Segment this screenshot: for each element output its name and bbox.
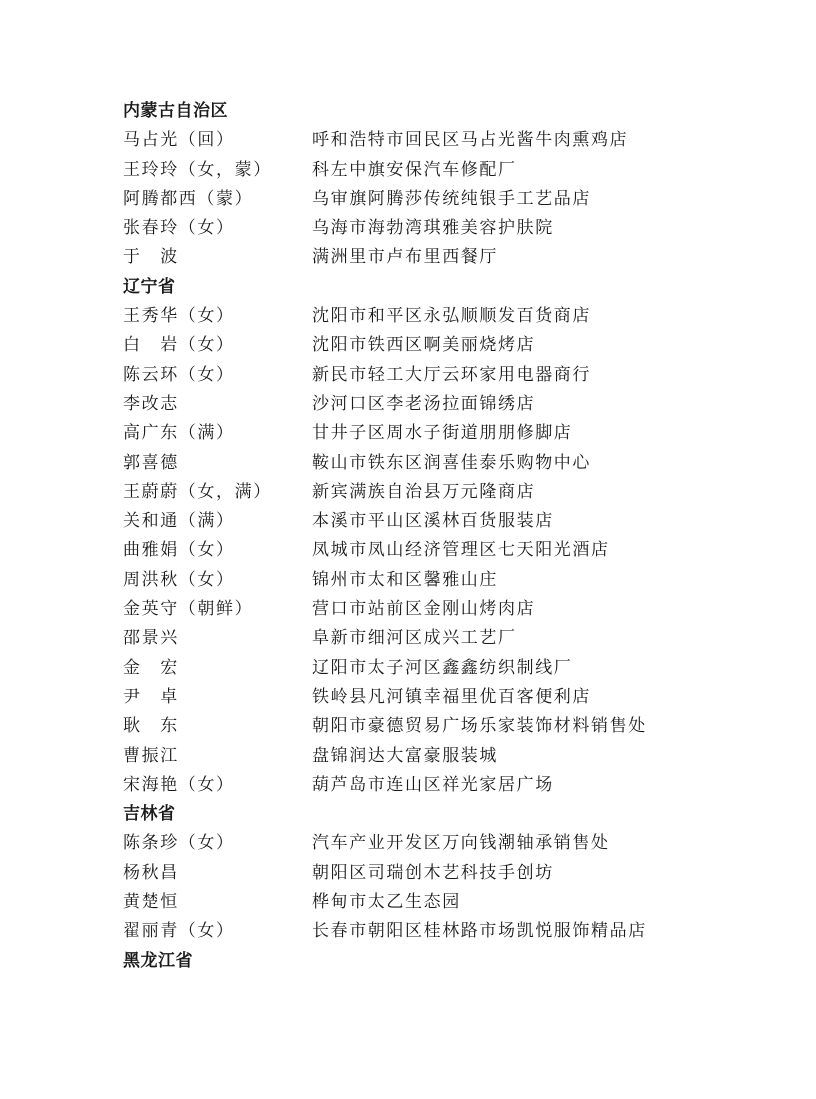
province-section: [123, 947, 723, 976]
list-item: [123, 771, 723, 800]
business-name: 满洲里市卢布里西餐厅: [312, 247, 498, 268]
list-item: [123, 126, 723, 155]
province-heading: 黑龙江省: [123, 950, 193, 971]
person-name: 宋海艳（女）: [123, 774, 235, 795]
list-item: [123, 478, 723, 507]
person-name: 王蔚蔚（女，满）: [123, 481, 272, 502]
list-item: [123, 302, 723, 331]
person-name: 曲雅娟（女）: [123, 540, 235, 561]
person-name: 王秀华（女）: [123, 306, 235, 327]
business-name: 沙河口区李老汤拉面锦绣店: [312, 393, 536, 414]
person-name: 尹 卓: [123, 686, 179, 707]
list-item: [123, 185, 723, 214]
list-item: [123, 683, 723, 712]
list-item: [123, 331, 723, 360]
business-name: 甘井子区周水子街道朋朋修脚店: [312, 423, 573, 444]
person-name: 白 岩（女）: [123, 335, 235, 356]
list-item: [123, 214, 723, 243]
list-item: [123, 449, 723, 478]
person-name: 翟丽青（女）: [123, 921, 235, 942]
list-item: [123, 536, 723, 565]
business-name: 辽阳市太子河区鑫鑫纺织制线厂: [312, 657, 573, 678]
list-item: [123, 390, 723, 419]
person-name: 郭喜德: [123, 452, 179, 473]
business-name: 鞍山市铁东区润喜佳泰乐购物中心: [312, 452, 591, 473]
business-name: 沈阳市和平区永弘顺顺发百货商店: [312, 306, 591, 327]
business-name: 阜新市细河区成兴工艺厂: [312, 628, 517, 649]
province-section: [123, 97, 723, 273]
person-name: 黄楚恒: [123, 892, 179, 913]
person-name: 张春玲（女）: [123, 218, 235, 239]
person-name: 周洪秋（女）: [123, 569, 235, 590]
business-name: 朝阳区司瑞创木艺科技手创坊: [312, 862, 554, 883]
business-name: 乌海市海勃湾琪雅美容护肤院: [312, 218, 554, 239]
person-name: 邵景兴: [123, 628, 179, 649]
person-name: 关和通（满）: [123, 511, 235, 532]
province-section: [123, 273, 723, 800]
business-name: 盘锦润达大富豪服装城: [312, 745, 498, 766]
person-name: 金 宏: [123, 657, 179, 678]
business-name: 桦甸市太乙生态园: [312, 892, 461, 913]
person-name: 王玲玲（女，蒙）: [123, 159, 272, 180]
person-name: 李改志: [123, 393, 179, 414]
list-item: [123, 243, 723, 272]
list-item: [123, 888, 723, 917]
list-item: [123, 507, 723, 536]
province-section: [123, 800, 723, 946]
business-name: 汽车产业开发区万向钱潮轴承销售处: [312, 833, 610, 854]
business-name: 乌审旗阿腾莎传统纯银手工艺品店: [312, 188, 591, 209]
person-name: 陈条珍（女）: [123, 833, 235, 854]
person-name: 金英守（朝鲜）: [123, 599, 254, 620]
list-item: [123, 361, 723, 390]
business-name: 科左中旗安保汽车修配厂: [312, 159, 517, 180]
business-name: 朝阳市豪德贸易广场乐家装饰材料销售处: [312, 716, 647, 737]
business-name: 沈阳市铁西区啊美丽烧烤店: [312, 335, 536, 356]
business-name: 呼和浩特市回民区马占光酱牛肉熏鸡店: [312, 130, 629, 151]
list-item: [123, 712, 723, 741]
business-name: 铁岭县凡河镇幸福里优百客便利店: [312, 686, 591, 707]
person-name: 阿腾都西（蒙）: [123, 188, 254, 209]
province-heading: 内蒙古自治区: [123, 101, 228, 121]
business-name: 葫芦岛市连山区祥光家居广场: [312, 774, 554, 795]
list-item: [123, 829, 723, 858]
list-item: [123, 654, 723, 683]
person-name: 于 波: [123, 247, 179, 268]
person-name: 耿 东: [123, 716, 179, 737]
list-item: [123, 859, 723, 888]
business-name: 长春市朝阳区桂林路市场凯悦服饰精品店: [312, 921, 647, 942]
list-item: [123, 742, 723, 771]
business-name: 新民市轻工大厅云环家用电器商行: [312, 364, 591, 385]
list-item: [123, 566, 723, 595]
list-item: [123, 156, 723, 185]
list-item: [123, 595, 723, 624]
business-name: 营口市站前区金刚山烤肉店: [312, 599, 536, 620]
list-item: [123, 917, 723, 946]
person-name: 陈云环（女）: [123, 364, 235, 385]
person-name: 高广东（满）: [123, 423, 235, 444]
province-heading: 辽宁省: [123, 276, 176, 297]
list-item: [123, 624, 723, 653]
person-name: 杨秋昌: [123, 862, 179, 883]
business-name: 凤城市凤山经济管理区七天阳光酒店: [312, 540, 610, 561]
business-name: 新宾满族自治县万元隆商店: [312, 481, 536, 502]
business-name: 本溪市平山区溪林百货服装店: [312, 511, 554, 532]
document-body: [123, 97, 723, 976]
list-item: [123, 419, 723, 448]
person-name: 曹振江: [123, 745, 179, 766]
person-name: 马占光（回）: [123, 130, 235, 151]
province-heading: 吉林省: [123, 804, 176, 825]
business-name: 锦州市太和区馨雅山庄: [312, 569, 498, 590]
